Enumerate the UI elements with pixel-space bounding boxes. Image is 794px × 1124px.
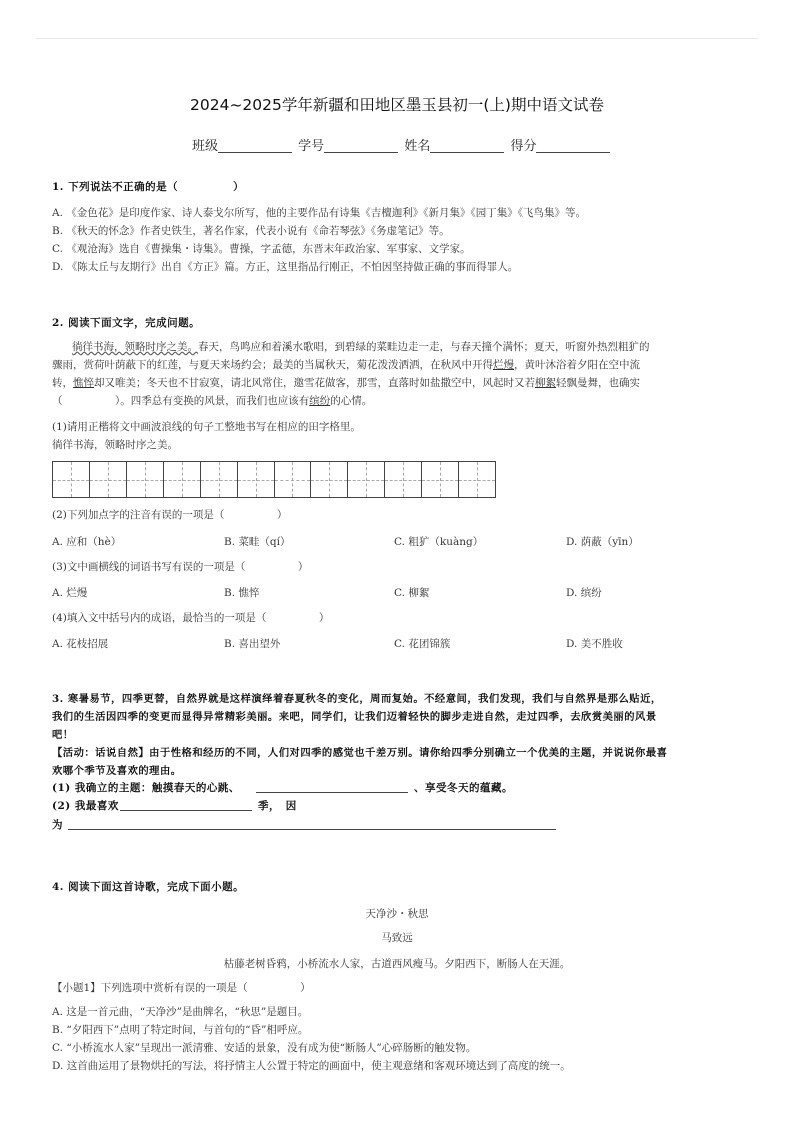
q4-option-d: D. 这首曲运用了景物烘托的写法，将抒情主人公置于特定的画面中，使主观意绪和客观环境达到了高度的统一。 [52, 1060, 571, 1072]
q2-sub2-prompt: (2)下列加点字的注音有误的一项是（ ） [52, 509, 288, 521]
q4-option-a: A. 这是一首元曲，“天净沙”是曲牌名，“秋思”是题目。 [52, 1006, 309, 1018]
q1-option-d: D. 《陈太丘与友期行》出自《方正》篇。方正，这里指品行刚正，不怕因坚持做正确的事而得罪人。 [52, 261, 519, 273]
passage-text: （ ）。四季总有变换的风景，而我们也应该有 [52, 395, 310, 407]
poem-title: 天净沙・秋思 [365, 908, 429, 920]
q2-passage-line-3 [52, 375, 640, 390]
number-label: 学号 [298, 139, 325, 154]
q2-sub3-option-a: A. 烂熳 [52, 587, 88, 599]
q2-sub3-option-d: D. 缤纷 [566, 587, 602, 599]
question-3-line-2: 我们的生活因四季的变更而显得异常精彩美丽。来吧，同学们，让我们迈着轻快的脚步走进自然，走过四季，去欣赏美丽的风景 [52, 711, 657, 723]
q3-sub1-answer-line[interactable] [256, 792, 408, 793]
grid-cell[interactable] [311, 462, 348, 497]
q1-option-a: A. 《金色花》是印度作家、诗人泰戈尔所写，他的主要作品有诗集《吉檀迦利》《新月集》《园丁集》《飞鸟集》等。 [52, 207, 587, 219]
grid-cell[interactable] [201, 462, 238, 497]
grid-cell[interactable] [90, 462, 127, 497]
q2-sub4-option-a: A. 花枝招展 [52, 638, 109, 650]
q2-sub3-option-b: B. 憔悴 [224, 587, 260, 599]
q1-option-b: B. 《秋天的怀念》作者史铁生，著名作家，代表小说有《命若琴弦》《务虚笔记》等。 [52, 225, 450, 237]
q3-sub2-reason-line[interactable] [68, 829, 556, 830]
q3-sub2-season-line[interactable] [120, 810, 252, 811]
q4-subquestion-1: 【小题1】下列选项中赏析有误的一项是（ ） [52, 982, 311, 994]
student-info-row [192, 135, 612, 154]
top-divider [36, 38, 758, 39]
passage-text: 春天，鸟鸣应和着溪水歌唱，到碧绿的菜畦边走一走，与春天撞个满怀；夏天，听窗外热烈粗犷的 [198, 341, 650, 353]
q1-option-c: C. 《观沧海》选自《曹操集・诗集》。曹操，字孟德，东晋末年政治家、军事家、文学家。 [52, 243, 471, 255]
q3-sub1-suffix: 、享受冬天的蕴藏。 [414, 782, 513, 794]
q2-sub4-option-d: D. 美不胜收 [566, 638, 623, 650]
grid-cell[interactable] [422, 462, 459, 497]
q2-sub2-option-d: D. 荫蔽（yīn） [566, 536, 639, 548]
class-blank[interactable] [218, 138, 292, 153]
q2-sub1-prompt: (1)请用正楷将文中画波浪线的句子工整地书写在相应的田字格里。 [52, 421, 361, 433]
q2-sub3-prompt: (3)文中画横线的词语书写有误的一项是（ ） [52, 561, 309, 573]
passage-text: 的心情。 [330, 395, 373, 407]
underlined-word: 烂熳 [493, 359, 514, 371]
passage-text: 却又唯美；冬天也不甘寂寞，请北风常住，邀雪花做客，那雪，直落时如盐撒空中，风起时又若 [94, 377, 535, 389]
wavy-sentence: 徜徉书海，领略时序之美。 [72, 341, 198, 353]
passage-text: ，黄叶沐浴着夕阳在空中流 [514, 359, 640, 371]
q4-option-c: C. “小桥流水人家”呈现出一派清雅、安适的景象，没有成为使“断肠人”心碎肠断的触发物。 [52, 1042, 477, 1054]
underlined-word: 憔悴 [73, 377, 94, 389]
underlined-word: 柳絮 [535, 377, 556, 389]
grid-cell[interactable] [164, 462, 201, 497]
q2-sub2-option-c: C. 粗犷（kuàng） [394, 536, 484, 548]
q3-sub1-prefix: (1) 我确立的主题：触摸春天的心跳、 [52, 782, 240, 794]
class-label: 班级 [192, 139, 219, 154]
question-2-stem: 2. 阅读下面文字，完成问题。 [52, 317, 201, 329]
q4-option-b: B. “夕阳西下”点明了特定时间，与首句的“昏”相呼应。 [52, 1024, 309, 1036]
name-label: 姓名 [404, 139, 431, 154]
grid-cell[interactable] [127, 462, 164, 497]
grid-cell[interactable] [385, 462, 422, 497]
question-4-stem: 4. 阅读下面这首诗歌，完成下面小题。 [52, 881, 245, 893]
score-blank[interactable] [536, 138, 610, 153]
question-3-activity-line-2: 欢哪个季节及喜欢的理由。 [52, 765, 182, 777]
q2-sub2-option-a: A. 应和（hè） [52, 536, 122, 548]
poem-text: 枯藤老树昏鸦，小桥流水人家，古道西风瘦马。夕阳西下，断肠人在天涯。 [223, 958, 571, 970]
grid-cell[interactable] [348, 462, 385, 497]
q2-passage-line-2 [52, 357, 640, 372]
q2-sub2-option-b: B. 菜畦（qí） [224, 536, 291, 548]
writing-grid[interactable] [52, 461, 496, 498]
question-3-activity-line-1: 【活动：话说自然】由于性格和经历的不同，人们对四季的感觉也千差万别。请你给四季分别确立一个优美的主题，并说说你最喜 [52, 747, 668, 759]
question-3-line-1: 3. 寒暑易节，四季更替，自然界就是这样演绎着春夏秋冬的变化，周而复始。不经意间，我们发现，我们与自然界是那么贴近， [52, 693, 662, 705]
q2-sub1-copy-text: 徜徉书海，领略时序之美。 [52, 439, 178, 451]
q3-sub2-reason-label: 为 [52, 819, 63, 831]
grid-cell[interactable] [53, 462, 90, 497]
score-label: 得分 [510, 139, 537, 154]
passage-text: 轻飘曼舞，也确实 [556, 377, 640, 389]
poem-author: 马致远 [381, 932, 413, 944]
q2-sub3-option-c: C. 柳絮 [394, 587, 430, 599]
underlined-word: 缤纷 [309, 395, 331, 407]
passage-text: 骤雨，赏荷叶荫蔽下的红莲，与夏天来场约会；最美的当属秋天，菊花泼泼洒洒，在秋风中开得 [52, 359, 493, 371]
q3-sub2-prefix: (2) 我最喜欢 [52, 800, 119, 812]
question-3-line-3: 吧！ [52, 729, 74, 741]
q2-sub4-prompt: (4)填入文中括号内的成语，最恰当的一项是（ ） [52, 612, 330, 624]
name-blank[interactable] [430, 138, 504, 153]
grid-cell[interactable] [238, 462, 275, 497]
q2-sub4-option-b: B. 喜出望外 [224, 638, 281, 650]
number-blank[interactable] [324, 138, 398, 153]
grid-cell[interactable] [275, 462, 312, 497]
q3-sub2-mid: 季， 因 [258, 800, 297, 812]
grid-cell[interactable] [459, 462, 495, 497]
q2-passage-line-1 [72, 339, 650, 354]
page-title: 2024~2025学年新疆和田地区墨玉县初一(上)期中语文试卷 [190, 96, 604, 114]
q2-passage-line-4 [52, 393, 372, 408]
question-1-stem: 1. 下列说法不正确的是（ ） [52, 181, 245, 193]
passage-text: 转， [52, 377, 73, 389]
q2-sub4-option-c: C. 花团锦簇 [394, 638, 451, 650]
